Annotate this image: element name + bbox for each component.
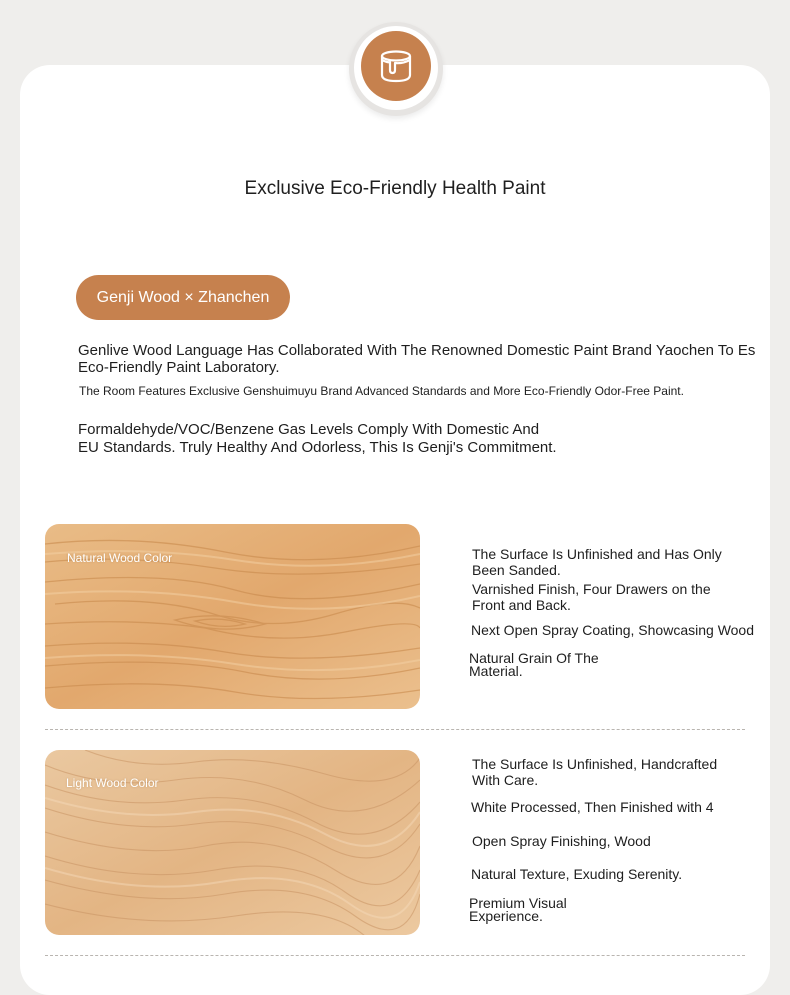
light-wood-desc-4: Natural Texture, Exuding Serenity. (471, 866, 683, 882)
desc-line: Premium Visual (469, 895, 567, 911)
brand-collab-badge: Genji Wood × Zhanchen (76, 275, 290, 320)
desc-line: Experience. (469, 908, 543, 924)
paint-standards-note: The Room Features Exclusive Genshuimuyu Brand Advanced Standards and More Eco-Friendly Odor-Free Paint. (79, 384, 684, 398)
collaboration-line-1: Genlive Wood Language Has Collaborated With The Renowned Domestic Paint Brand Yaochen To Es (78, 342, 756, 359)
natural-wood-desc-4 (469, 652, 669, 678)
emission-line-1: Formaldehyde/VOC/Benzene Gas Levels Comply With Domestic And (78, 421, 540, 438)
desc-line: The Surface Is Unfinished and Has Only (472, 546, 722, 562)
emission-line-2: EU Standards. Truly Healthy And Odorless, This Is Genji's Commitment. (78, 439, 557, 456)
desc-line: Varnished Finish, Four Drawers on the (472, 581, 711, 597)
section-divider (45, 729, 745, 730)
light-wood-desc-5 (469, 897, 669, 923)
swatch-label: Light Wood Color (66, 776, 159, 790)
light-wood-desc-3: Open Spray Finishing, Wood (472, 833, 651, 849)
section-divider (45, 955, 745, 956)
natural-wood-swatch (45, 524, 420, 709)
desc-line: Material. (469, 663, 523, 679)
collaboration-paragraph (78, 342, 790, 376)
emission-standards-paragraph (78, 421, 618, 457)
light-wood-desc-2: White Processed, Then Finished with 4 (471, 799, 714, 815)
desc-line: Been Sanded. (472, 562, 561, 578)
natural-wood-desc-3: Next Open Spray Coating, Showcasing Wood (471, 622, 755, 638)
page-title: Exclusive Eco-Friendly Health Paint (244, 178, 546, 199)
light-wood-swatch (45, 750, 420, 935)
light-wood-desc-1 (472, 756, 752, 788)
natural-wood-desc-1 (472, 546, 752, 578)
swatch-label: Natural Wood Color (67, 551, 173, 565)
desc-line: With Care. (472, 772, 539, 788)
collaboration-line-2: Eco-Friendly Paint Laboratory. (78, 359, 280, 376)
desc-line: Front and Back. (472, 597, 571, 613)
desc-line: The Surface Is Unfinished, Handcrafted (472, 756, 718, 772)
desc-line: Natural Grain Of The (469, 650, 599, 666)
natural-wood-desc-2 (472, 581, 752, 613)
paint-bucket-icon (361, 31, 431, 101)
